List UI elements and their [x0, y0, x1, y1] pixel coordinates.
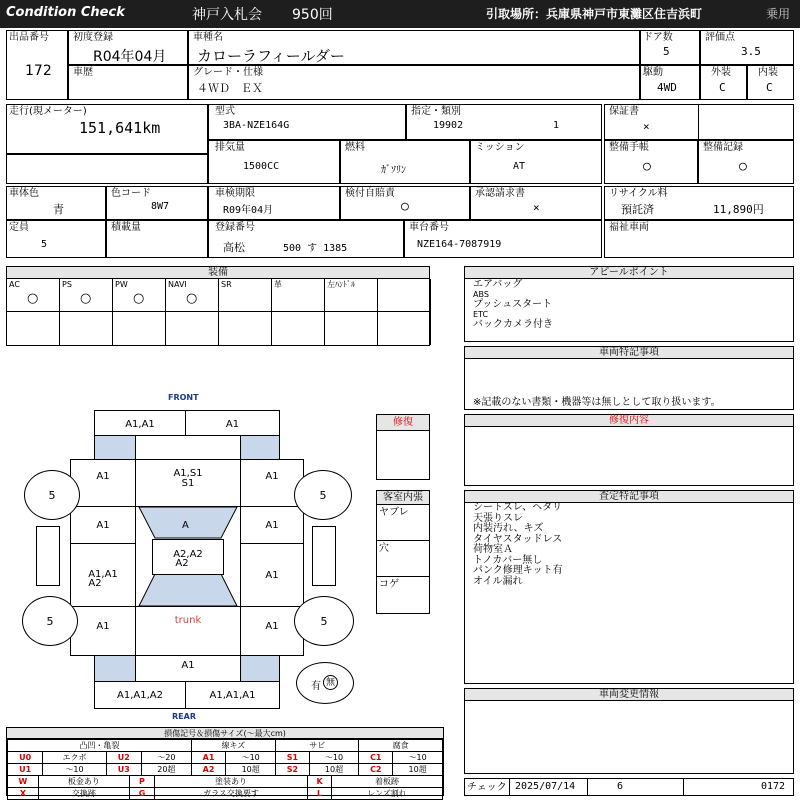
- tire-rear-left: 5: [22, 596, 78, 646]
- usage-type: 乗用: [766, 7, 791, 21]
- appeal-line: プッシュスタート: [473, 299, 553, 310]
- inspection-note-line: 荷物室Ａ: [473, 544, 513, 555]
- exterior-value: C: [719, 81, 726, 94]
- left-rear-door: A1,A1 A2: [70, 543, 136, 607]
- plate-label: 登録番号: [215, 222, 255, 233]
- legend-mark-table: [7, 775, 443, 800]
- rear-label: REAR: [172, 712, 196, 721]
- doors-value: 5: [663, 45, 670, 58]
- windshield-damage: A: [182, 520, 189, 531]
- interior-cell: [747, 65, 794, 100]
- inspection-value: R09年04月: [223, 205, 274, 216]
- front-bumper-left: A1,A1: [94, 410, 186, 436]
- tire-front-left: 5: [24, 470, 80, 520]
- lot-no-cell: [6, 30, 68, 100]
- right-side-sill: [312, 526, 336, 586]
- legend-code: A1: [191, 752, 226, 764]
- rear-bumper-left: A1,A1,A2: [94, 681, 186, 709]
- legend-code: X: [8, 788, 39, 800]
- left-rear-fender: A1: [70, 606, 136, 656]
- inspection-note-line: オイル漏れ: [473, 575, 523, 587]
- legend-desc: 着板跡: [332, 776, 443, 788]
- legend-code: U1: [8, 764, 43, 776]
- spare-tire-no: 無: [323, 675, 338, 690]
- cabin-interior-box: [376, 490, 430, 614]
- doors-cell: [640, 30, 700, 65]
- legend-code: U2: [106, 752, 141, 764]
- pickup-location: 引取場所：兵庫県神戸市東灘区住吉浜町: [486, 7, 703, 21]
- inspection-note-line: パンク修理キット有: [473, 565, 563, 576]
- fuel-cell: [340, 140, 470, 184]
- equipment-cell: [272, 279, 325, 312]
- designation-cell: [406, 104, 602, 140]
- legend-code: C1: [359, 752, 393, 764]
- legend-heading: 線キズ: [191, 740, 275, 752]
- history-label: 車歴: [73, 67, 93, 78]
- drive-cell: [640, 65, 700, 100]
- equipment-cell: [325, 279, 378, 312]
- legend-desc: 〜10: [393, 752, 443, 764]
- equipment-cell: [166, 279, 219, 312]
- legend-panel: [6, 727, 444, 796]
- headlight-right: [240, 435, 280, 460]
- inspection-notes-lines: [473, 503, 563, 587]
- special-notes-title: 車両特記事項: [465, 347, 793, 359]
- lot-no-label: 出品番号: [9, 32, 49, 43]
- body-color-value: 青: [53, 203, 64, 216]
- trunk-panel: trunk: [135, 606, 241, 656]
- check-label: チェック: [467, 782, 507, 793]
- capacity-label: 定員: [9, 222, 29, 233]
- service-record-value: ○: [739, 159, 747, 174]
- chassis-cell: [404, 220, 602, 258]
- vehicle-name-label: 車種名: [193, 32, 223, 43]
- hood-panel: A1,S1 S1: [135, 459, 241, 507]
- check-row: [464, 778, 794, 796]
- legend-desc: 20超: [142, 764, 192, 776]
- front-bumper-right: A1: [185, 410, 280, 436]
- condition-check-title: Condition Check: [6, 5, 125, 20]
- rear-panel: A1: [135, 655, 241, 682]
- left-front-door: A1: [70, 506, 136, 544]
- equipment-cell: [113, 279, 166, 312]
- taillight-left: [94, 655, 136, 682]
- rear-bumper-right: A1,A1,A1: [185, 681, 280, 709]
- legend-code: S1: [276, 752, 310, 764]
- change-info-title: 車両変更情報: [465, 689, 793, 701]
- legend-heading: サビ: [276, 740, 359, 752]
- cabin-interior-row-label: 穴: [379, 543, 389, 554]
- legend-code: L: [308, 788, 332, 800]
- equipment-cell: [60, 279, 113, 312]
- inspection-note-line: 内装汚れ、キズ: [473, 523, 544, 534]
- legend-desc: ガラス交換要す: [154, 788, 307, 800]
- repair-content-panel: [464, 414, 794, 486]
- equipment-cell: [7, 279, 60, 312]
- transfer-value: ×: [533, 201, 540, 214]
- chassis-label: 車台番号: [409, 222, 449, 233]
- warranty-blank-cell: [698, 104, 794, 140]
- legend-desc: 〜10: [309, 752, 359, 764]
- equipment-cell-blank: [60, 312, 113, 345]
- legend-heading: 腐食: [359, 740, 443, 752]
- cabin-interior-row-label: コゲ: [379, 579, 399, 590]
- equipment-label: 左ﾊﾝﾄﾞﾙ: [327, 280, 355, 289]
- mission-cell: [470, 140, 602, 184]
- legend-code: C2: [359, 764, 393, 776]
- legend-desc: エクボ: [43, 752, 106, 764]
- check-id: 0172: [761, 781, 786, 792]
- front-label: FRONT: [168, 393, 199, 402]
- legend-code: K: [308, 776, 332, 788]
- equipment-cell-blank: [219, 312, 272, 345]
- equipment-cell-blank: [113, 312, 166, 345]
- mileage-cell: [6, 104, 208, 154]
- auction-round: 950回: [292, 7, 333, 23]
- first-reg-value: R04年04月: [93, 49, 167, 65]
- transfer-label: 承認請求書: [475, 188, 525, 199]
- cabin-interior-row: [377, 505, 429, 541]
- transfer-cell: [470, 186, 602, 220]
- legend-desc: レンズ割れ: [332, 788, 443, 800]
- legend-desc: 10超: [393, 764, 443, 776]
- displacement-cell: [208, 140, 340, 184]
- legend-desc: 10超: [309, 764, 359, 776]
- repair-box-title: 修復: [377, 415, 429, 431]
- vehicle-name-cell: [188, 30, 640, 65]
- equipment-cell-blank: [325, 312, 378, 345]
- legend-code: U0: [8, 752, 43, 764]
- legend-heading: 凸凹・亀裂: [8, 740, 192, 752]
- load-label: 積載量: [111, 222, 141, 233]
- designation-label: 指定・類別: [411, 106, 461, 117]
- appeal-lines: [473, 279, 553, 330]
- equipment-mark: ○: [27, 291, 39, 306]
- check-num: 6: [617, 781, 624, 792]
- grade-label: グレード・仕様: [193, 67, 263, 78]
- exterior-cell: [700, 65, 747, 100]
- cabin-interior-rows: [377, 505, 429, 613]
- drive-label: 駆動: [643, 67, 663, 78]
- legend-code: G: [130, 788, 155, 800]
- cabin-interior-title: 客室内張: [377, 491, 429, 505]
- interior-label: 内装: [758, 67, 778, 78]
- equipment-cell-blank: [378, 312, 431, 345]
- equipment-panel: [6, 266, 430, 346]
- mileage-value: 151,641km: [79, 119, 161, 137]
- recycle-status: 預託済: [621, 203, 654, 216]
- equipment-mark: ○: [133, 291, 145, 306]
- inspection-note-line: 天張りスレ: [473, 512, 523, 524]
- insurance-cell: [340, 186, 470, 220]
- legend-code: U3: [106, 764, 141, 776]
- appeal-line: ETC: [473, 310, 489, 319]
- equipment-label: 革: [274, 280, 282, 289]
- tire-front-right: 5: [294, 470, 352, 520]
- doors-label: ドア数: [643, 32, 673, 43]
- service-book-label: 整備手帳: [609, 142, 649, 153]
- plate-area: 高松: [223, 241, 245, 254]
- special-notes-panel: [464, 346, 794, 410]
- appeal-panel: [464, 266, 794, 342]
- spare-tire-yes: 有: [311, 681, 321, 692]
- equipment-label: SR: [221, 280, 232, 289]
- right-rear-fender: A1: [240, 606, 304, 656]
- warranty-value: ×: [643, 120, 650, 133]
- history-cell: [68, 65, 188, 100]
- equipment-cell-blank: [272, 312, 325, 345]
- inspection-note-line: シートスレ、ヘタリ: [473, 502, 563, 513]
- recycle-cell: [604, 186, 794, 220]
- inspection-cell: [208, 186, 340, 220]
- exterior-label: 外装: [711, 67, 731, 78]
- appeal-line: バックカメラ付き: [473, 319, 553, 330]
- legend-desc: 10超: [226, 764, 276, 776]
- model-cell: [208, 104, 406, 140]
- equipment-mark: ○: [80, 291, 92, 306]
- score-value: 3.5: [741, 45, 761, 58]
- legend-code: W: [8, 776, 39, 788]
- service-book-cell: [604, 140, 698, 184]
- warranty-label: 保証書: [609, 106, 639, 117]
- chassis-value: NZE164-7087919: [417, 239, 502, 250]
- grade-cell: [188, 65, 640, 100]
- mission-value: AT: [513, 161, 526, 172]
- legend-desc: 板金あり: [38, 776, 129, 788]
- header-bar: [0, 0, 800, 28]
- mileage-blank-cell: [6, 154, 208, 184]
- headlight-left: [94, 435, 136, 460]
- equipment-mark: ○: [186, 291, 198, 306]
- equipment-title: 装備: [7, 267, 429, 279]
- interior-value: C: [766, 81, 773, 94]
- equipment-cell: [378, 279, 431, 312]
- insurance-label: 検付自賠責: [345, 188, 395, 199]
- vehicle-name-value: カローラフィールダー: [197, 47, 345, 65]
- appeal-title: アピールポイント: [465, 267, 793, 279]
- welfare-cell: [604, 220, 794, 258]
- load-cell: [106, 220, 208, 258]
- roof-panel: A2,A2 A2: [152, 539, 224, 575]
- cabin-interior-row-label: ヤブレ: [379, 507, 409, 518]
- displacement-value: 1500CC: [243, 161, 280, 172]
- color-code-label: 色コード: [111, 188, 151, 199]
- inspection-note-line: タイヤスタッドレス: [473, 533, 563, 545]
- equipment-label: NAVI: [168, 280, 187, 289]
- inspection-note-line: トノカバー無し: [473, 554, 543, 566]
- legend-code: A2: [191, 764, 226, 776]
- legend-damage-table: [7, 739, 443, 776]
- equipment-grid: [7, 279, 429, 345]
- repair-box: [376, 414, 430, 480]
- equipment-cell-blank: [7, 312, 60, 345]
- left-front-fender: A1: [70, 459, 136, 507]
- cabin-interior-row: [377, 577, 429, 613]
- drive-value: 4WD: [657, 81, 677, 94]
- lot-no-value: 172: [25, 63, 52, 79]
- legend-desc: 交換跡: [38, 788, 129, 800]
- capacity-cell: [6, 220, 106, 258]
- equipment-cell-blank: [166, 312, 219, 345]
- legend-desc: 塗装あり: [154, 776, 307, 788]
- equipment-label: AC: [9, 280, 20, 289]
- equipment-cell: [219, 279, 272, 312]
- right-front-door: A1: [240, 506, 304, 544]
- legend-code: S2: [276, 764, 310, 776]
- fuel-label: 燃料: [345, 142, 365, 153]
- right-front-fender: A1: [240, 459, 304, 507]
- inspection-notes-title: 査定特記事項: [465, 491, 793, 503]
- legend-desc: 〜20: [142, 752, 192, 764]
- grade-value: ４ＷＤ ＥＸ: [197, 82, 263, 95]
- inspection-label: 車検期限: [215, 188, 255, 199]
- displacement-label: 排気量: [215, 142, 245, 153]
- inspection-notes-panel: [464, 490, 794, 684]
- spare-tire: [296, 662, 354, 704]
- equipment-label: PS: [62, 280, 72, 289]
- plate-cell: [208, 220, 404, 258]
- legend-code: P: [130, 776, 155, 788]
- recycle-fee: 11,890円: [713, 203, 764, 216]
- score-label: 評価点: [705, 32, 735, 43]
- fuel-value: ｶﾞｿﾘﾝ: [381, 165, 406, 176]
- equipment-label: PW: [115, 280, 128, 289]
- legend-title: 損傷記号＆損傷サイズ(〜最大cm): [7, 728, 443, 739]
- plate-number: 500 す 1385: [283, 243, 348, 254]
- first-reg-cell: [68, 30, 188, 65]
- color-code-value: 8W7: [151, 201, 170, 212]
- appeal-line: エアバッグ: [473, 279, 523, 290]
- service-book-value: ○: [643, 159, 651, 174]
- left-side-sill: [36, 526, 60, 586]
- designation-value: 19902: [433, 120, 464, 131]
- special-notes-text: ※記載のない書類・機器等は無しとして取り扱います。: [473, 397, 721, 408]
- color-code-cell: [106, 186, 208, 220]
- insurance-value: ○: [401, 199, 409, 214]
- mission-label: ミッション: [475, 142, 525, 153]
- legend-desc: 〜10: [43, 764, 106, 776]
- appeal-line: ABS: [473, 290, 489, 299]
- auction-name: 神戸入札会: [192, 7, 262, 23]
- tire-rear-right: 5: [294, 596, 354, 646]
- capacity-value: 5: [41, 239, 48, 250]
- service-record-label: 整備記録: [703, 142, 743, 153]
- right-rear-door: A1: [240, 543, 304, 607]
- score-cell: [700, 30, 794, 65]
- recycle-label: リサイクル料: [609, 188, 668, 199]
- repair-content-title: 修復内容: [465, 415, 793, 427]
- change-info-panel: [464, 688, 794, 774]
- taillight-right: [240, 655, 280, 682]
- check-date: 2025/07/14: [515, 781, 576, 792]
- mileage-label: 走行(現メーター): [9, 106, 87, 117]
- first-reg-label: 初度登録: [73, 32, 113, 43]
- service-record-cell: [698, 140, 794, 184]
- category-value: 1: [553, 120, 560, 131]
- model-value: 3BA-NZE164G: [223, 120, 290, 131]
- body-color-label: 車体色: [9, 188, 39, 199]
- legend-desc: 〜10: [226, 752, 276, 764]
- body-color-cell: [6, 186, 106, 220]
- welfare-label: 福祉車両: [609, 222, 649, 233]
- cabin-interior-row: [377, 541, 429, 577]
- model-label: 型式: [215, 106, 235, 117]
